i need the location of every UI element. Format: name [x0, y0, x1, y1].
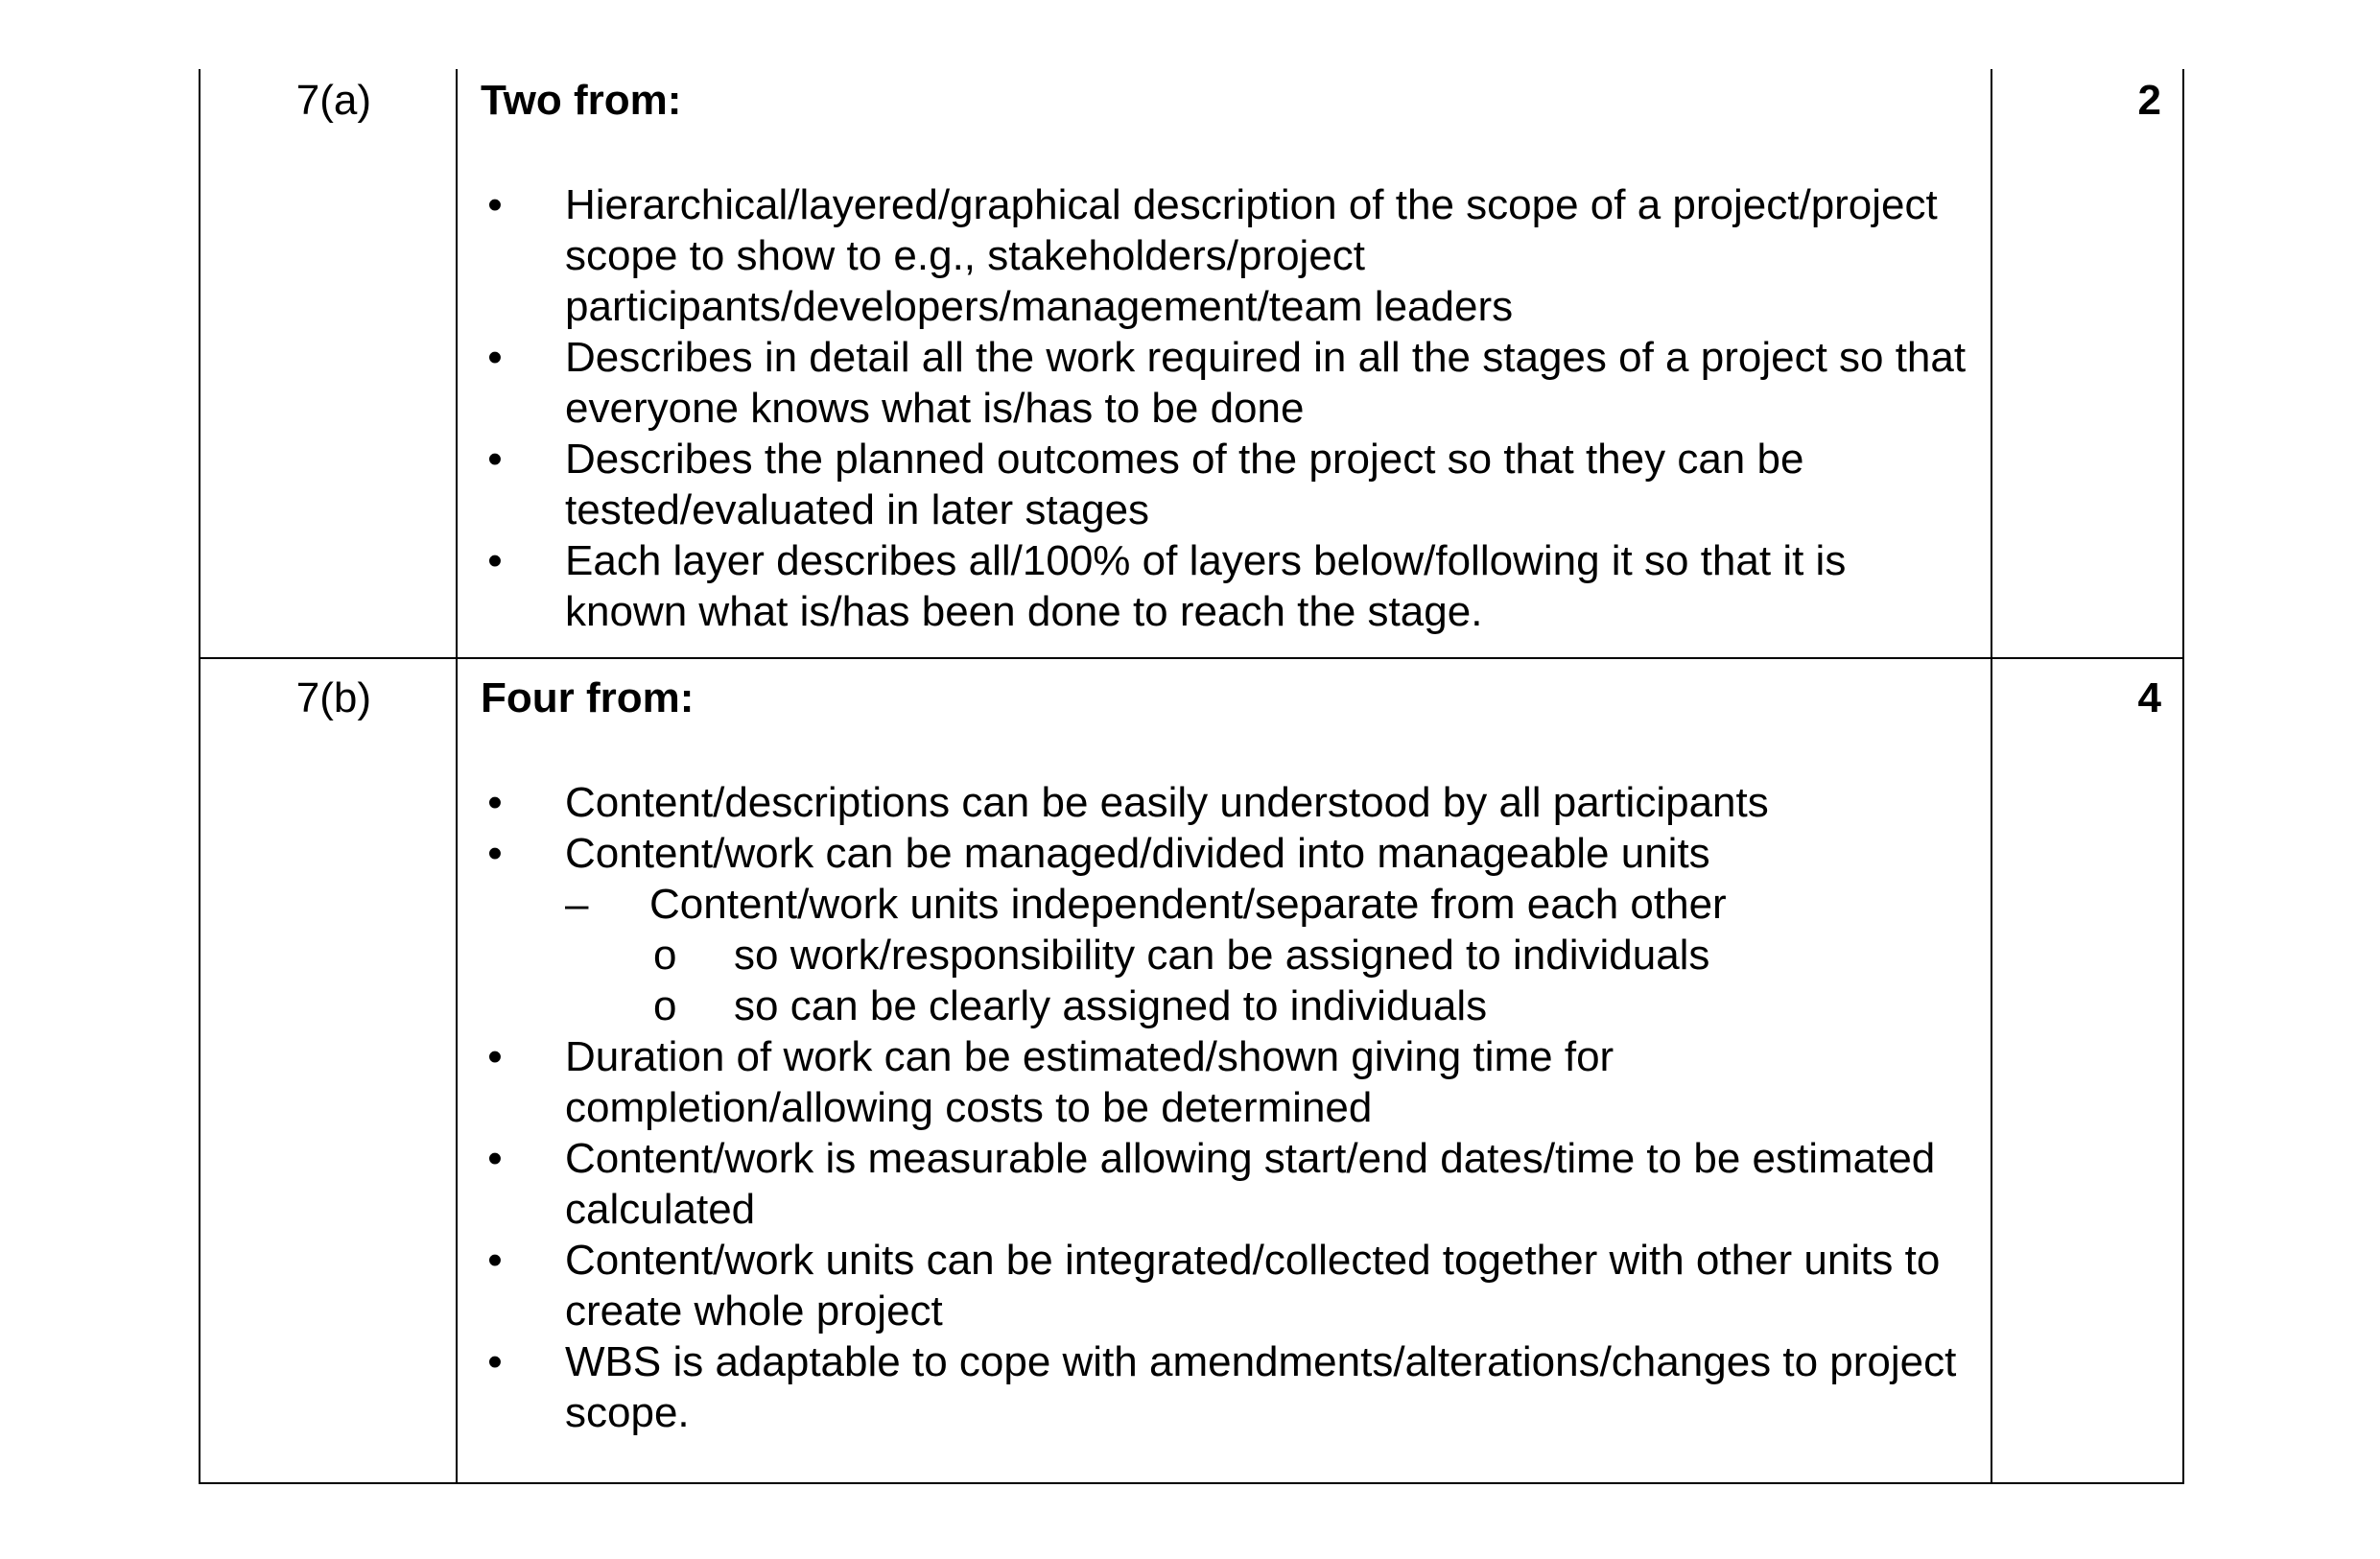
answer-heading: Four from:	[481, 674, 695, 721]
sub-point-text: Content/work units independent/separate from each other	[649, 881, 1727, 928]
list-item	[481, 535, 1971, 637]
table-row	[200, 658, 2183, 1483]
point-text: Each layer describes all/100% of layers below/following it so that it is known what is/has been done to reach the stage.	[565, 537, 1847, 635]
list-item	[481, 1235, 1971, 1336]
question-number: 7(b)	[295, 674, 371, 721]
marks-cell	[1991, 658, 2183, 1483]
bullet-icon: •	[487, 1135, 503, 1182]
bullet-icon: •	[487, 436, 503, 483]
list-item	[481, 1031, 1971, 1133]
sub-sub-list-item	[649, 930, 1971, 980]
bullet-icon: •	[487, 1237, 503, 1284]
sub-sub-point-text: so work/responsibility can be assigned to individuals	[734, 932, 1710, 979]
list-item	[481, 1336, 1971, 1438]
question-cell	[200, 69, 457, 658]
point-text: Describes the planned outcomes of the project so that they can be tested/evaluated in later stages	[565, 436, 1804, 533]
bullet-icon: •	[487, 537, 503, 584]
bullet-icon: •	[487, 1338, 503, 1385]
bullet-icon: •	[487, 334, 503, 381]
marks-value: 4	[2137, 674, 2161, 721]
point-text: Content/descriptions can be easily understood by all participants	[565, 779, 1769, 826]
point-text: Content/work can be managed/divided into manageable units	[565, 830, 1710, 877]
point-text: Describes in detail all the work required in all the stages of a project so that everyone knows what is/has to be done	[565, 334, 1967, 432]
answer-points-list	[481, 179, 1971, 637]
list-item	[481, 332, 1971, 434]
list-item	[481, 434, 1971, 535]
bullet-icon: •	[487, 830, 503, 877]
bullet-icon: •	[487, 181, 503, 228]
sub-list-item	[565, 879, 1971, 1031]
dash-icon: –	[565, 881, 589, 928]
sub-points-list	[565, 879, 1971, 1031]
mark-scheme-table	[199, 69, 2184, 1484]
list-item	[481, 777, 1971, 828]
answer-cell	[457, 658, 1991, 1483]
sub-sub-points-list	[649, 930, 1971, 1031]
table-row	[200, 69, 2183, 658]
point-text: Content/work units can be integrated/collected together with other units to create whole project	[565, 1237, 1941, 1335]
answer-points-list	[481, 777, 1971, 1438]
marks-cell	[1991, 69, 2183, 658]
sub-sub-list-item	[649, 980, 1971, 1031]
list-item	[481, 1133, 1971, 1235]
question-number: 7(a)	[295, 77, 371, 124]
list-item	[481, 179, 1971, 332]
answer-heading: Two from:	[481, 77, 682, 124]
point-text: Duration of work can be estimated/shown giving time for completion/allowing costs to be determined	[565, 1033, 1614, 1131]
circle-bullet-icon: o	[653, 982, 677, 1029]
point-text: Hierarchical/layered/graphical description of the scope of a project/project scope to show to e.g., stakeholders/project participants/developers/management/team leaders	[565, 181, 1938, 330]
answer-cell	[457, 69, 1991, 658]
question-cell	[200, 658, 457, 1483]
bullet-icon: •	[487, 1033, 503, 1080]
bullet-icon: •	[487, 779, 503, 826]
point-text: WBS is adaptable to cope with amendments/alterations/changes to project scope.	[565, 1338, 1957, 1436]
list-item	[481, 828, 1971, 1031]
marks-value: 2	[2137, 77, 2161, 124]
circle-bullet-icon: o	[653, 932, 677, 979]
sub-sub-point-text: so can be clearly assigned to individuals	[734, 982, 1488, 1029]
point-text: Content/work is measurable allowing start/end dates/time to be estimated calculated	[565, 1135, 1936, 1233]
